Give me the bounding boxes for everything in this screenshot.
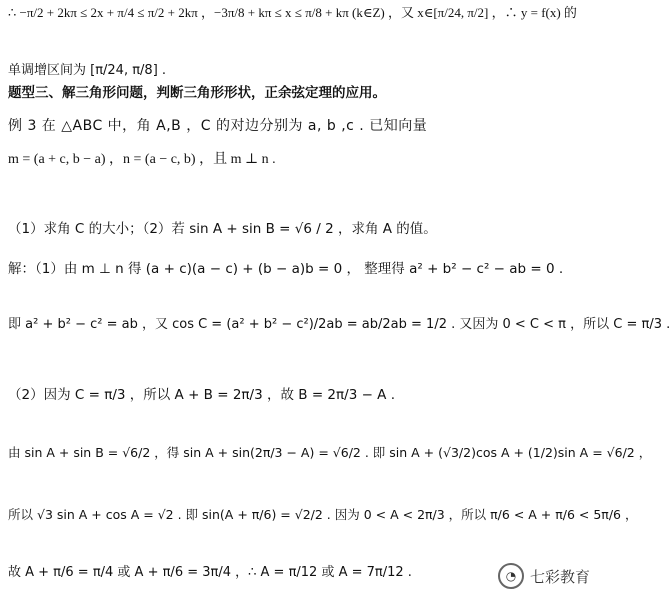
solution-step-3: （2）因为 C = π/3 ，所以 A + B = 2π/3 ，故 B = 2π/3 − A . [8, 387, 395, 403]
solution-line-1: ∴ −π/2 + 2kπ ≤ 2x + π/4 ≤ π/2 + 2kπ ，−3π/8 + kπ ≤ x ≤ π/8 + kπ (k∈Z) ，又 x∈[π/24, π/2] ，∴ y = f(x) 的 [8, 5, 577, 20]
example-statement-a: 例 3 在 △ABC 中，角 A,B ，C 的对边分别为 a, b ,c . 已知向量 [8, 118, 428, 134]
solution-step-6: 故 A + π/6 = π/4 或 A + π/6 = 3π/4 ，∴ A = π/12 或 A = 7π/12 . [8, 565, 412, 580]
solution-step-5: 所以 √3 sin A + cos A = √2 . 即 sin(A + π/6) = √2/2 . 因为 0 < A < 2π/3 ，所以 π/6 < A + π/6 < 5π/6 ， [8, 507, 638, 522]
solution-line-2: 单调增区间为 [π/24, π/8] . [8, 63, 167, 78]
question-line: （1）求角 C 的大小；（2）若 sin A + sin B = √6 / 2 ，求角 A 的值。 [8, 221, 437, 237]
solution-step-2: 即 a² + b² − c² = ab ，又 cos C = (a² + b² − c²)/2ab = ab/2ab = 1/2 . 又因为 0 < C < π ，所以 C = π/3 . [8, 317, 670, 332]
watermark-text: 七彩教育 [529, 567, 590, 586]
watermark [498, 563, 590, 589]
wechat-icon: ◔ [498, 563, 524, 589]
section-heading: 题型三、解三角形问题，判断三角形形状，正余弦定理的应用。 [8, 85, 386, 101]
solution-step-4: 由 sin A + sin B = √6/2 ，得 sin A + sin(2π/3 − A) = √6/2 . 即 sin A + (√3/2)cos A + (1/2)sin A = √6/2 ， [8, 445, 652, 460]
example-statement-b: m = (a + c, b − a) ，n = (a − c, b) ，且 m ⊥ n . [8, 152, 276, 167]
solution-step-1: 解：（1）由 m ⊥ n 得 (a + c)(a − c) + (b − a)b = 0 ， 整理得 a² + b² − c² − ab = 0 . [8, 261, 564, 277]
